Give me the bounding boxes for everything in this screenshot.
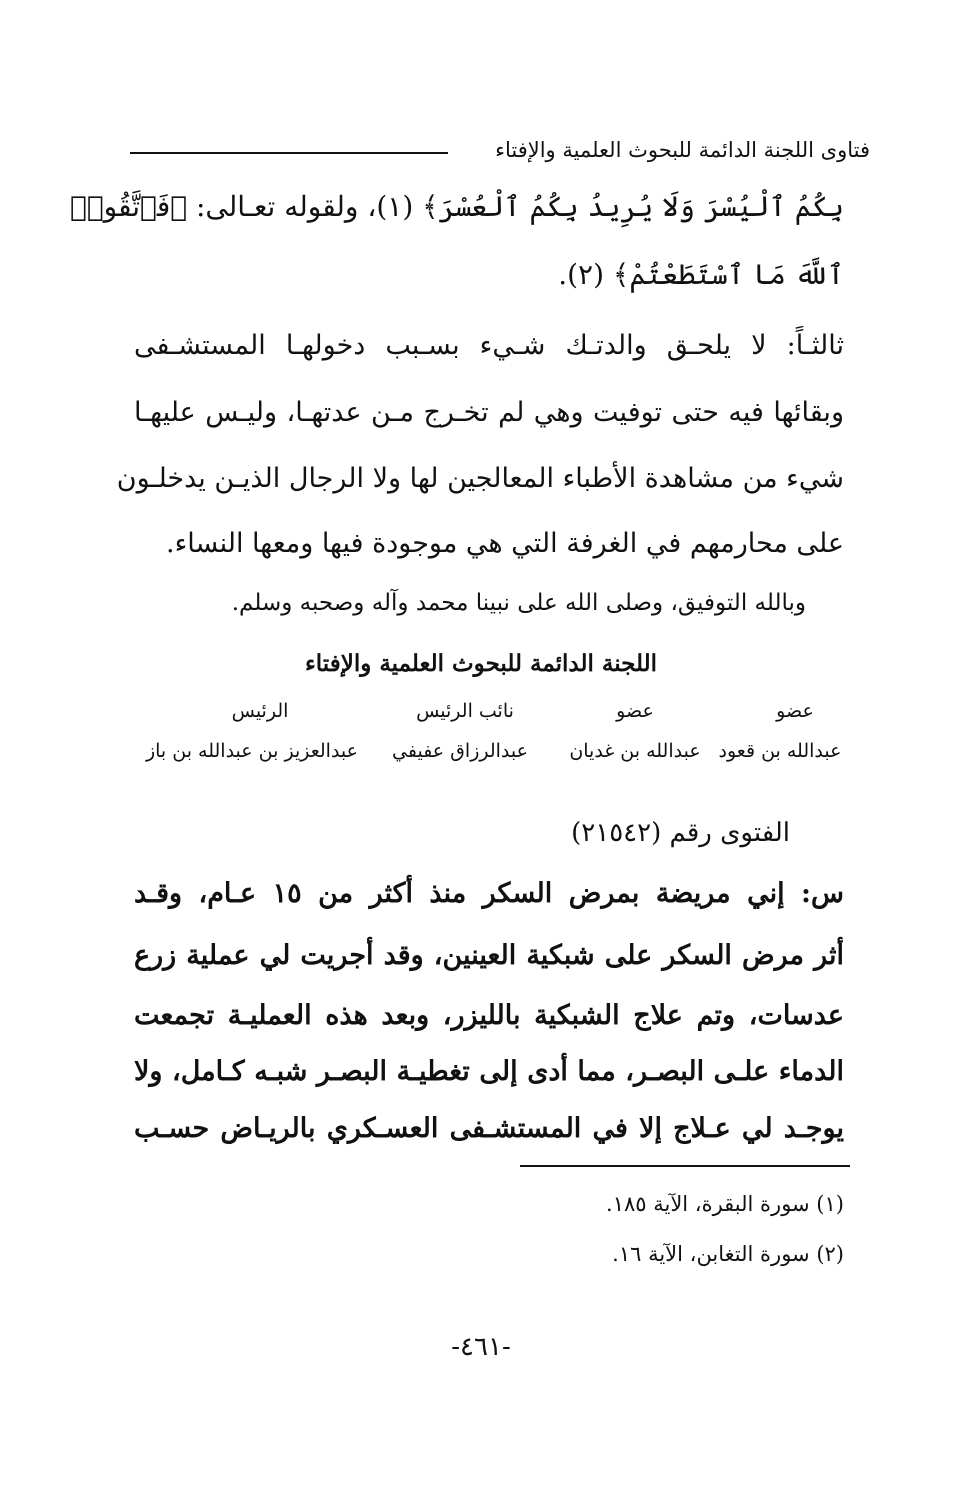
committee-title: اللجنة الدائمة للبحوث العلمية والإفتاء [304,650,658,677]
question-line-3: عدسات، وتم علاج الشبكية بالليزر، وبعد هذه العمليـة تجمعت [134,1000,844,1031]
member-name-3: عبدالرزاق عفيفي [392,740,528,762]
quran-verse-line-2: ٱللَّهَ مَا ٱسْتَطَعْتُمْ﴾ (٢). [558,258,844,291]
member-role-1: عضو [776,700,814,722]
member-name-4: عبدالعزيز بن عبدالله بن باز [145,740,358,762]
question-line-2: أثر مرض السكر على شبكية العينين، وقد أجريت لي عملية زرع [134,940,844,971]
question-line-1: س: إني مريضة بمرض السكر منذ أكثر من ١٥ عـام، وقـد [134,878,844,909]
paragraph-line-1: ثالثـاً: لا يلحـق والدتـك شـيء بسـبب دخولهـا المستشـفى [134,330,844,361]
member-role-4: الرئيس [231,700,289,722]
member-name-2: عبدالله بن غديان [569,740,701,762]
member-role-3: نائب الرئيس [416,700,514,722]
fatwa-number: الفتوى رقم (٢١٥٤٢) [571,818,790,848]
closing-salutation: وبالله التوفيق، وصلى الله على نبينا محمد وآله وصحبه وسلم. [231,590,806,616]
member-name-1: عبدالله بن قعود [718,740,842,762]
quran-verse-line-1: بِكُمُ ٱلْيُسْرَ وَلَا يُرِيدُ بِكُمُ ٱلْعُسْرَ﴾ (١)، ولقوله تعـالى: ﴿فَٱتَّقُوا۟ [70,190,844,223]
paragraph-line-3: شيء من مشاهدة الأطباء المعالجين لها ولا الرجال الذيـن يدخلـون [116,463,844,494]
page-number: -٤٦١- [451,1332,511,1362]
footnote-2: (٢) سورة التغابن، الآية ١٦. [612,1242,844,1266]
question-line-4: الدماء علـى البصـر، مما أدى إلى تغطيـة البصـر شبـه كـامل، ولا [134,1056,844,1087]
footnote-1: (١) سورة البقرة، الآية ١٨٥. [606,1192,844,1216]
question-line-5: يوجـد لي عـلاج إلا في المستشـفى العسـكري بالريـاض حسـب [134,1113,844,1144]
header-rule [130,152,448,154]
paragraph-line-4: على محارمهم في الغرفة التي هي موجودة فيها ومعها النساء. [165,528,844,559]
paragraph-line-2: وبقائها فيه حتى توفيت وهي لم تخـرج مـن عدتهـا، وليـس عليهـا [134,397,844,428]
member-role-2: عضو [616,700,654,722]
running-header: فتاوى اللجنة الدائمة للبحوث العلمية والإفتاء [495,138,870,162]
footnote-rule [520,1165,850,1167]
